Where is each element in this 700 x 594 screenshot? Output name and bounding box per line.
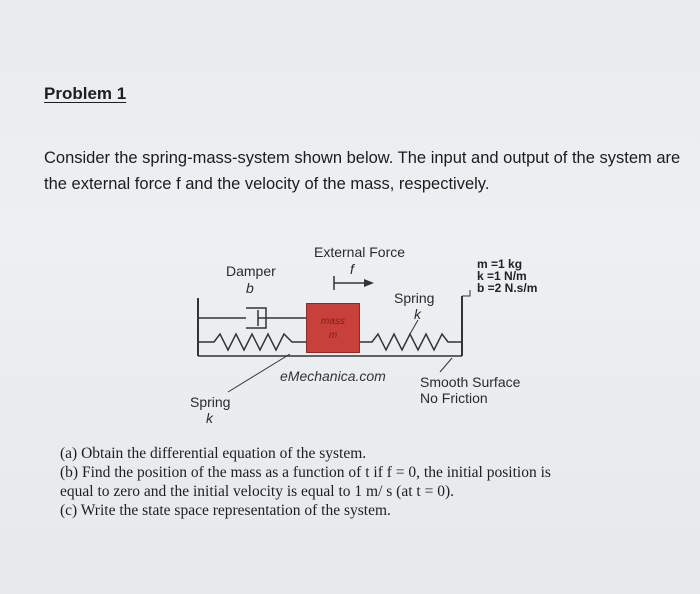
damper — [198, 308, 306, 328]
surface-line-1: Smooth Surface — [420, 374, 521, 390]
external-force-label: External Force — [314, 244, 406, 260]
damper-label: Damper — [226, 263, 276, 279]
params-bracket — [462, 290, 470, 296]
question-a: (a) Obtain the differential equation of the system. — [60, 445, 367, 462]
spring-right-symbol: k — [414, 306, 421, 322]
spring-left-symbol: k — [206, 410, 213, 426]
mass-symbol: m — [328, 330, 338, 341]
spring-right-label: Spring — [394, 290, 435, 306]
left-spring — [198, 334, 306, 350]
right-spring — [358, 334, 462, 350]
param-spring: k =1 N/m — [477, 269, 527, 283]
spring-right-leader — [410, 320, 418, 334]
spring-left-label: Spring — [190, 394, 231, 410]
param-damping: b =2 N.s/m — [477, 281, 538, 295]
surface-leader — [440, 358, 452, 372]
force-symbol: f — [350, 261, 354, 277]
damper-symbol: b — [246, 280, 254, 296]
question-list — [60, 444, 680, 520]
mass-block — [306, 303, 360, 353]
param-mass: m =1 kg — [477, 257, 523, 271]
problem-intro: Consider the spring-mass-system shown below. The input and output of the system are the external force f and the velocity of the mass, respectively. — [44, 149, 681, 193]
force-arrow — [334, 276, 374, 290]
question-b-continued: equal to zero and the initial velocity is equal to 1 m/ s (at t = 0). — [60, 483, 454, 500]
mass-label: mass — [321, 316, 345, 327]
question-c: (c) Write the state space representation of the system. — [60, 502, 391, 519]
watermark-text: eMechanica.com — [280, 368, 386, 384]
parameters — [477, 258, 537, 294]
surface-note — [420, 374, 520, 406]
surface-line-2: No Friction — [420, 390, 488, 406]
question-b: (b) Find the position of the mass as a function of t if f = 0, the initial position is — [60, 464, 551, 481]
problem-title: Problem 1 — [44, 84, 127, 103]
